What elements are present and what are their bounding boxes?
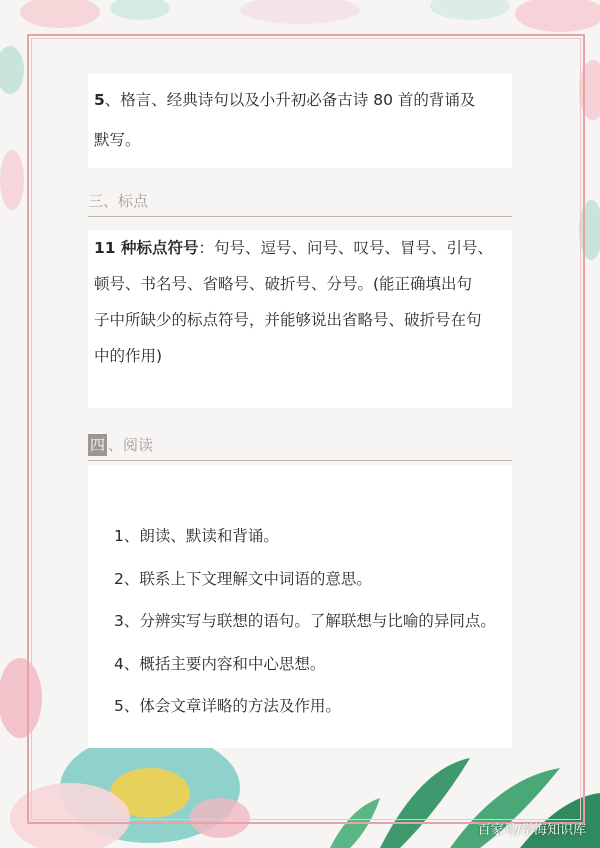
punctuation-line-1 xyxy=(88,230,512,266)
panel-punctuation xyxy=(88,230,512,408)
punctuation-line-1-text: ：句号、逗号、问号、叹号、冒号、引号、 xyxy=(198,239,493,257)
section-title-reading xyxy=(88,430,512,461)
floral-left-decoration xyxy=(0,30,30,290)
panel-top xyxy=(88,74,512,168)
top-line-1-text: 、格言、经典诗句以及小升初必备古诗 80 首的背诵及 xyxy=(104,91,476,109)
section-title-punctuation: 三、标点 xyxy=(88,186,512,217)
section-number-box: 四 xyxy=(90,436,106,454)
watermark: 百家号/学海知识库 xyxy=(477,823,586,838)
punctuation-line-2: 顿号、书名号、省略号、破折号、分号。(能正确填出句 xyxy=(94,275,473,293)
reading-item-5: 5、体会文章详略的方法及作用。 xyxy=(114,697,341,715)
reading-item-3: 3、分辨实写与联想的语句。了解联想与比喻的异同点。 xyxy=(114,612,496,630)
punctuation-lead: 11 种标点符号 xyxy=(94,239,199,257)
top-line-1 xyxy=(88,74,512,118)
reading-item-1: 1、朗读、默读和背诵。 xyxy=(114,527,279,545)
top-item-number: 5 xyxy=(94,91,105,109)
top-line-2: 默写。 xyxy=(94,131,141,149)
reading-list xyxy=(114,515,496,728)
section-title-reading-text: 、阅读 xyxy=(108,436,154,454)
punctuation-line-3: 子中所缺少的标点符号，并能够说出省略号、破折号在句 xyxy=(94,311,482,329)
reading-item-2: 2、联系上下文理解文中词语的意思。 xyxy=(114,569,372,588)
punctuation-line-4: 中的作用) xyxy=(94,347,163,365)
reading-item-4: 4、概括主要内容和中心思想。 xyxy=(114,654,326,673)
